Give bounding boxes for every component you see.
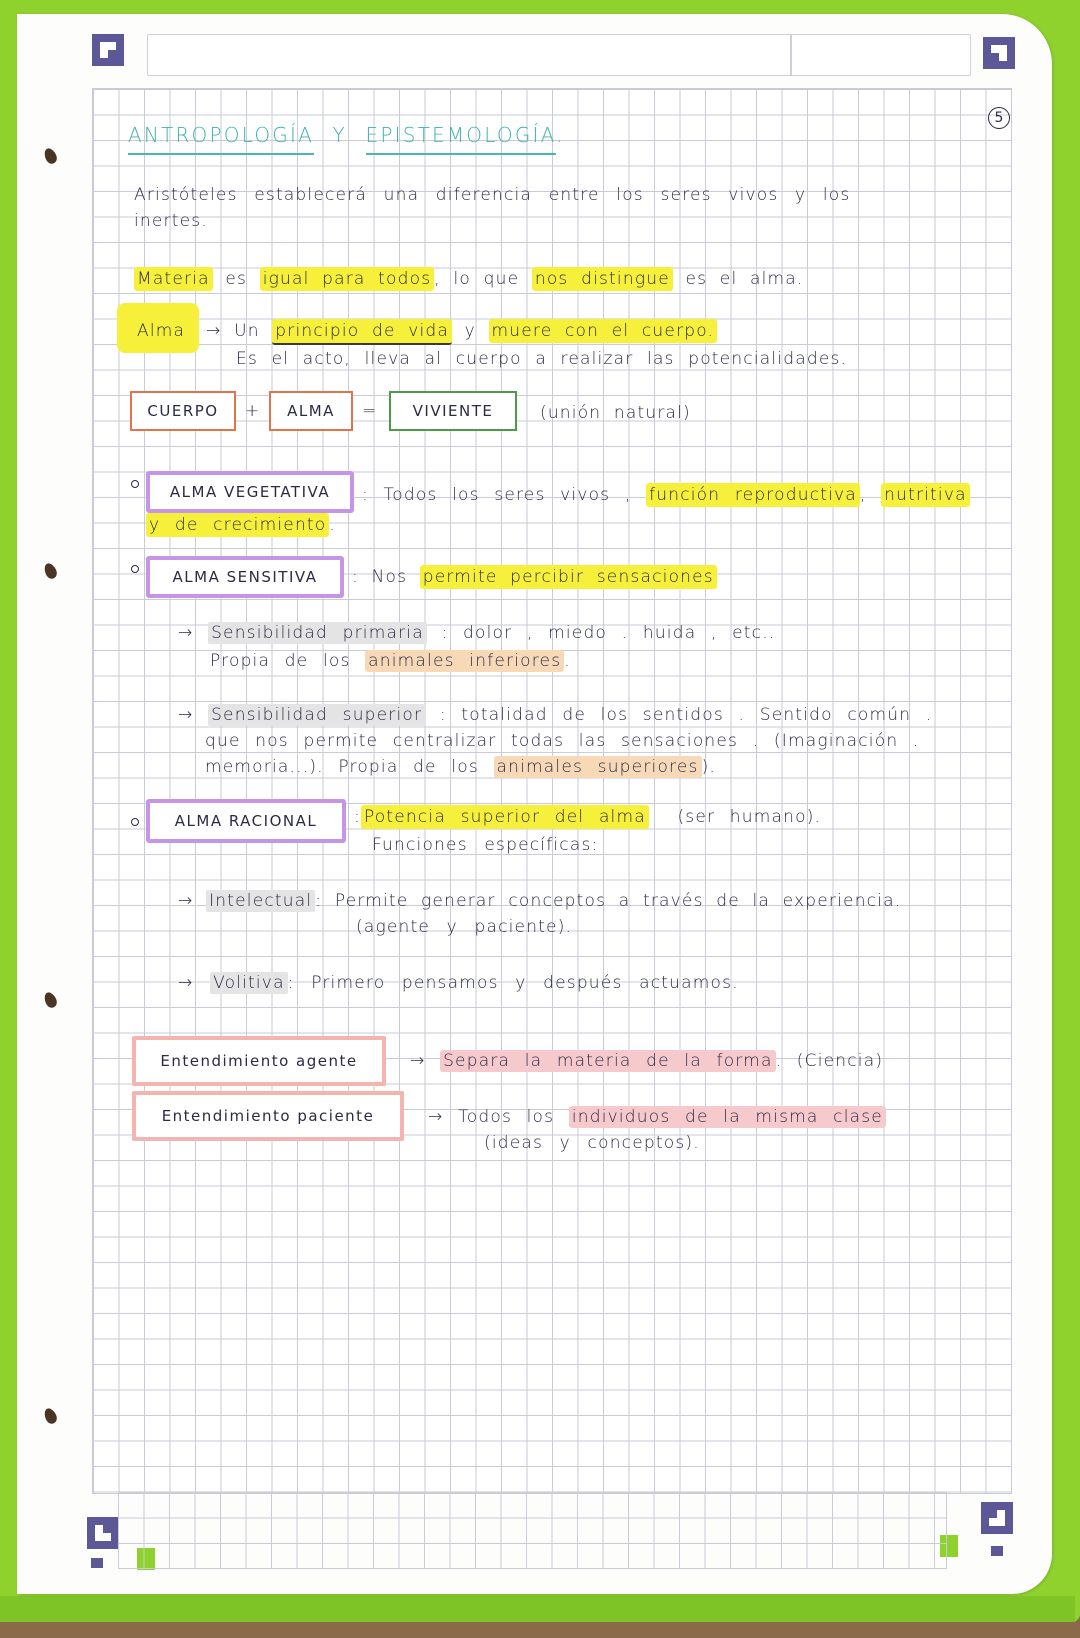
grid-area <box>92 88 1012 1494</box>
racional-colon: : <box>354 807 361 827</box>
vegetativa-line-2 <box>146 514 336 536</box>
arrow-icon: → <box>206 321 222 341</box>
materia-text: es el alma. <box>685 269 804 289</box>
intro-line-1: Aristóteles establecerá una diferencia entre los seres vivos y los <box>134 185 851 205</box>
paciente-text: Todos los <box>458 1107 555 1127</box>
vegetativa-highlight-funcion: función reproductiva <box>646 483 860 507</box>
agente-line <box>410 1050 883 1072</box>
corner-marker-small <box>91 1558 103 1568</box>
page-number: 5 <box>988 107 1010 129</box>
bullet-icon <box>131 565 139 573</box>
agente-highlight: Separa la materia de la forma <box>440 1050 776 1072</box>
page-title <box>128 124 565 146</box>
primaria-line-1 <box>178 622 775 644</box>
box-entendimiento-agente: Entendimiento agente <box>132 1036 386 1086</box>
vegetativa-text: Todos los seres vivos , <box>383 485 632 505</box>
sensitiva-line <box>352 566 717 588</box>
primaria-end: . <box>564 651 571 671</box>
folder-bottom-edge <box>0 1596 1075 1622</box>
plus-sign: + <box>245 401 261 421</box>
superior-highlight: animales superiores <box>494 756 702 778</box>
vegetativa-comma: , <box>859 485 867 505</box>
primaria-highlight: animales inferiores <box>365 650 564 672</box>
vegetativa-highlight-nutritiva: nutritiva <box>881 483 970 507</box>
sensitiva-text: Nos <box>371 567 408 587</box>
primaria-line-2 <box>210 650 571 672</box>
title-part-2: EPISTEMOLOGÍA <box>366 123 557 155</box>
corner-marker-bottom-right-icon <box>981 1502 1013 1534</box>
agente-text: . (Ciencia) <box>775 1051 884 1071</box>
vegetativa-colon: : <box>362 485 369 505</box>
title-connector: Y <box>332 123 347 147</box>
arrow-icon: → <box>178 973 194 993</box>
superior-end: ). <box>701 757 717 777</box>
arrow-icon: → <box>178 891 194 911</box>
vegetativa-line-1 <box>362 484 970 506</box>
racional-text: (ser humano). <box>677 807 822 827</box>
title-part-1: ANTROPOLOGÍA <box>128 123 314 155</box>
superior-line-3 <box>205 756 716 778</box>
intelectual-line-2: (agente y paciente). <box>356 917 573 937</box>
header-divider <box>790 35 792 75</box>
materia-highlight-1: igual para todos <box>260 267 435 291</box>
sensitiva-colon: : <box>352 567 359 587</box>
paciente-line-2: (ideas y conceptos). <box>484 1133 700 1153</box>
corner-marker-small <box>991 1546 1003 1556</box>
superior-text: : totalidad de los sentidos . Sentido común . <box>439 705 933 725</box>
title-end: . <box>556 123 565 147</box>
materia-line <box>134 268 804 290</box>
intelectual-line-1 <box>178 890 901 912</box>
header-box <box>147 34 971 76</box>
primaria-text: : dolor , miedo . huida , etc.. <box>441 623 776 643</box>
corner-marker-top-right-icon <box>983 37 1015 69</box>
materia-label: Materia <box>134 267 213 291</box>
box-cuerpo: CUERPO <box>130 391 236 431</box>
paciente-line-1 <box>428 1106 886 1128</box>
racional-line-2: Funciones específicas: <box>372 835 599 855</box>
racional-line-1 <box>354 806 821 828</box>
box-alma: ALMA <box>269 391 353 431</box>
vegetativa-end: . <box>329 515 337 535</box>
equals-sign: = <box>362 401 378 421</box>
volitiva-text: : Primero pensamos y después actuamos. <box>287 973 739 993</box>
racional-highlight: Potencia superior del alma <box>361 805 649 829</box>
arrow-icon: → <box>178 623 194 643</box>
volitiva-label: Volitiva <box>210 972 288 994</box>
bullet-icon <box>131 480 139 488</box>
alma-highlight-principio: principio de vida <box>272 319 452 345</box>
alma-line-2: Es el acto, lleva al cuerpo a realizar las potencialidades. <box>236 349 848 369</box>
box-alma-sensitiva: ALMA SENSITIVA <box>146 556 344 598</box>
alma-highlight-muere: muere con el cuerpo. <box>489 319 718 343</box>
arrow-icon: → <box>428 1107 444 1127</box>
corner-marker-bottom-left-icon <box>87 1517 119 1549</box>
materia-highlight-2: nos distingue <box>532 267 673 291</box>
box-alma-vegetativa: ALMA VEGETATIVA <box>146 471 354 513</box>
vegetativa-highlight-crecimiento: y de crecimiento <box>146 513 329 537</box>
materia-text: es <box>225 269 248 289</box>
intelectual-label: Intelectual <box>206 890 315 912</box>
superior-label: Sensibilidad superior <box>208 704 425 726</box>
primaria-label: Sensibilidad primaria <box>208 622 427 644</box>
box-alma-racional: ALMA RACIONAL <box>146 799 346 843</box>
arrow-icon: → <box>178 705 194 725</box>
superior-line-1 <box>178 704 932 726</box>
intro-line-2: inertes. <box>134 211 208 231</box>
arrow-icon: → <box>410 1051 426 1071</box>
sensitiva-highlight: permite percibir sensaciones <box>420 565 717 589</box>
superior-text: memoria...). Propia de los <box>205 757 479 777</box>
alma-text: Un <box>234 321 260 341</box>
alma-line-1 <box>206 320 717 342</box>
bullet-icon <box>131 818 139 826</box>
materia-text: , lo que <box>434 269 520 289</box>
alma-label: Alma <box>137 321 186 341</box>
superior-line-2: que nos permite centralizar todas las sensaciones . (Imaginación . <box>205 731 920 751</box>
intelectual-text: : Permite generar conceptos a través de la experiencia. <box>315 891 902 911</box>
corner-marker-top-left-icon <box>92 34 124 66</box>
volitiva-line <box>178 972 739 994</box>
box-entendimiento-paciente: Entendimiento paciente <box>132 1091 404 1141</box>
paciente-highlight: individuos de la misma clase <box>569 1106 886 1128</box>
alma-text: y <box>464 321 476 341</box>
primaria-text: Propia de los <box>210 651 351 671</box>
box-viviente: VIVIENTE <box>389 391 517 431</box>
equation-note: (unión natural) <box>540 403 691 423</box>
grid-area-bottom <box>118 1492 947 1569</box>
